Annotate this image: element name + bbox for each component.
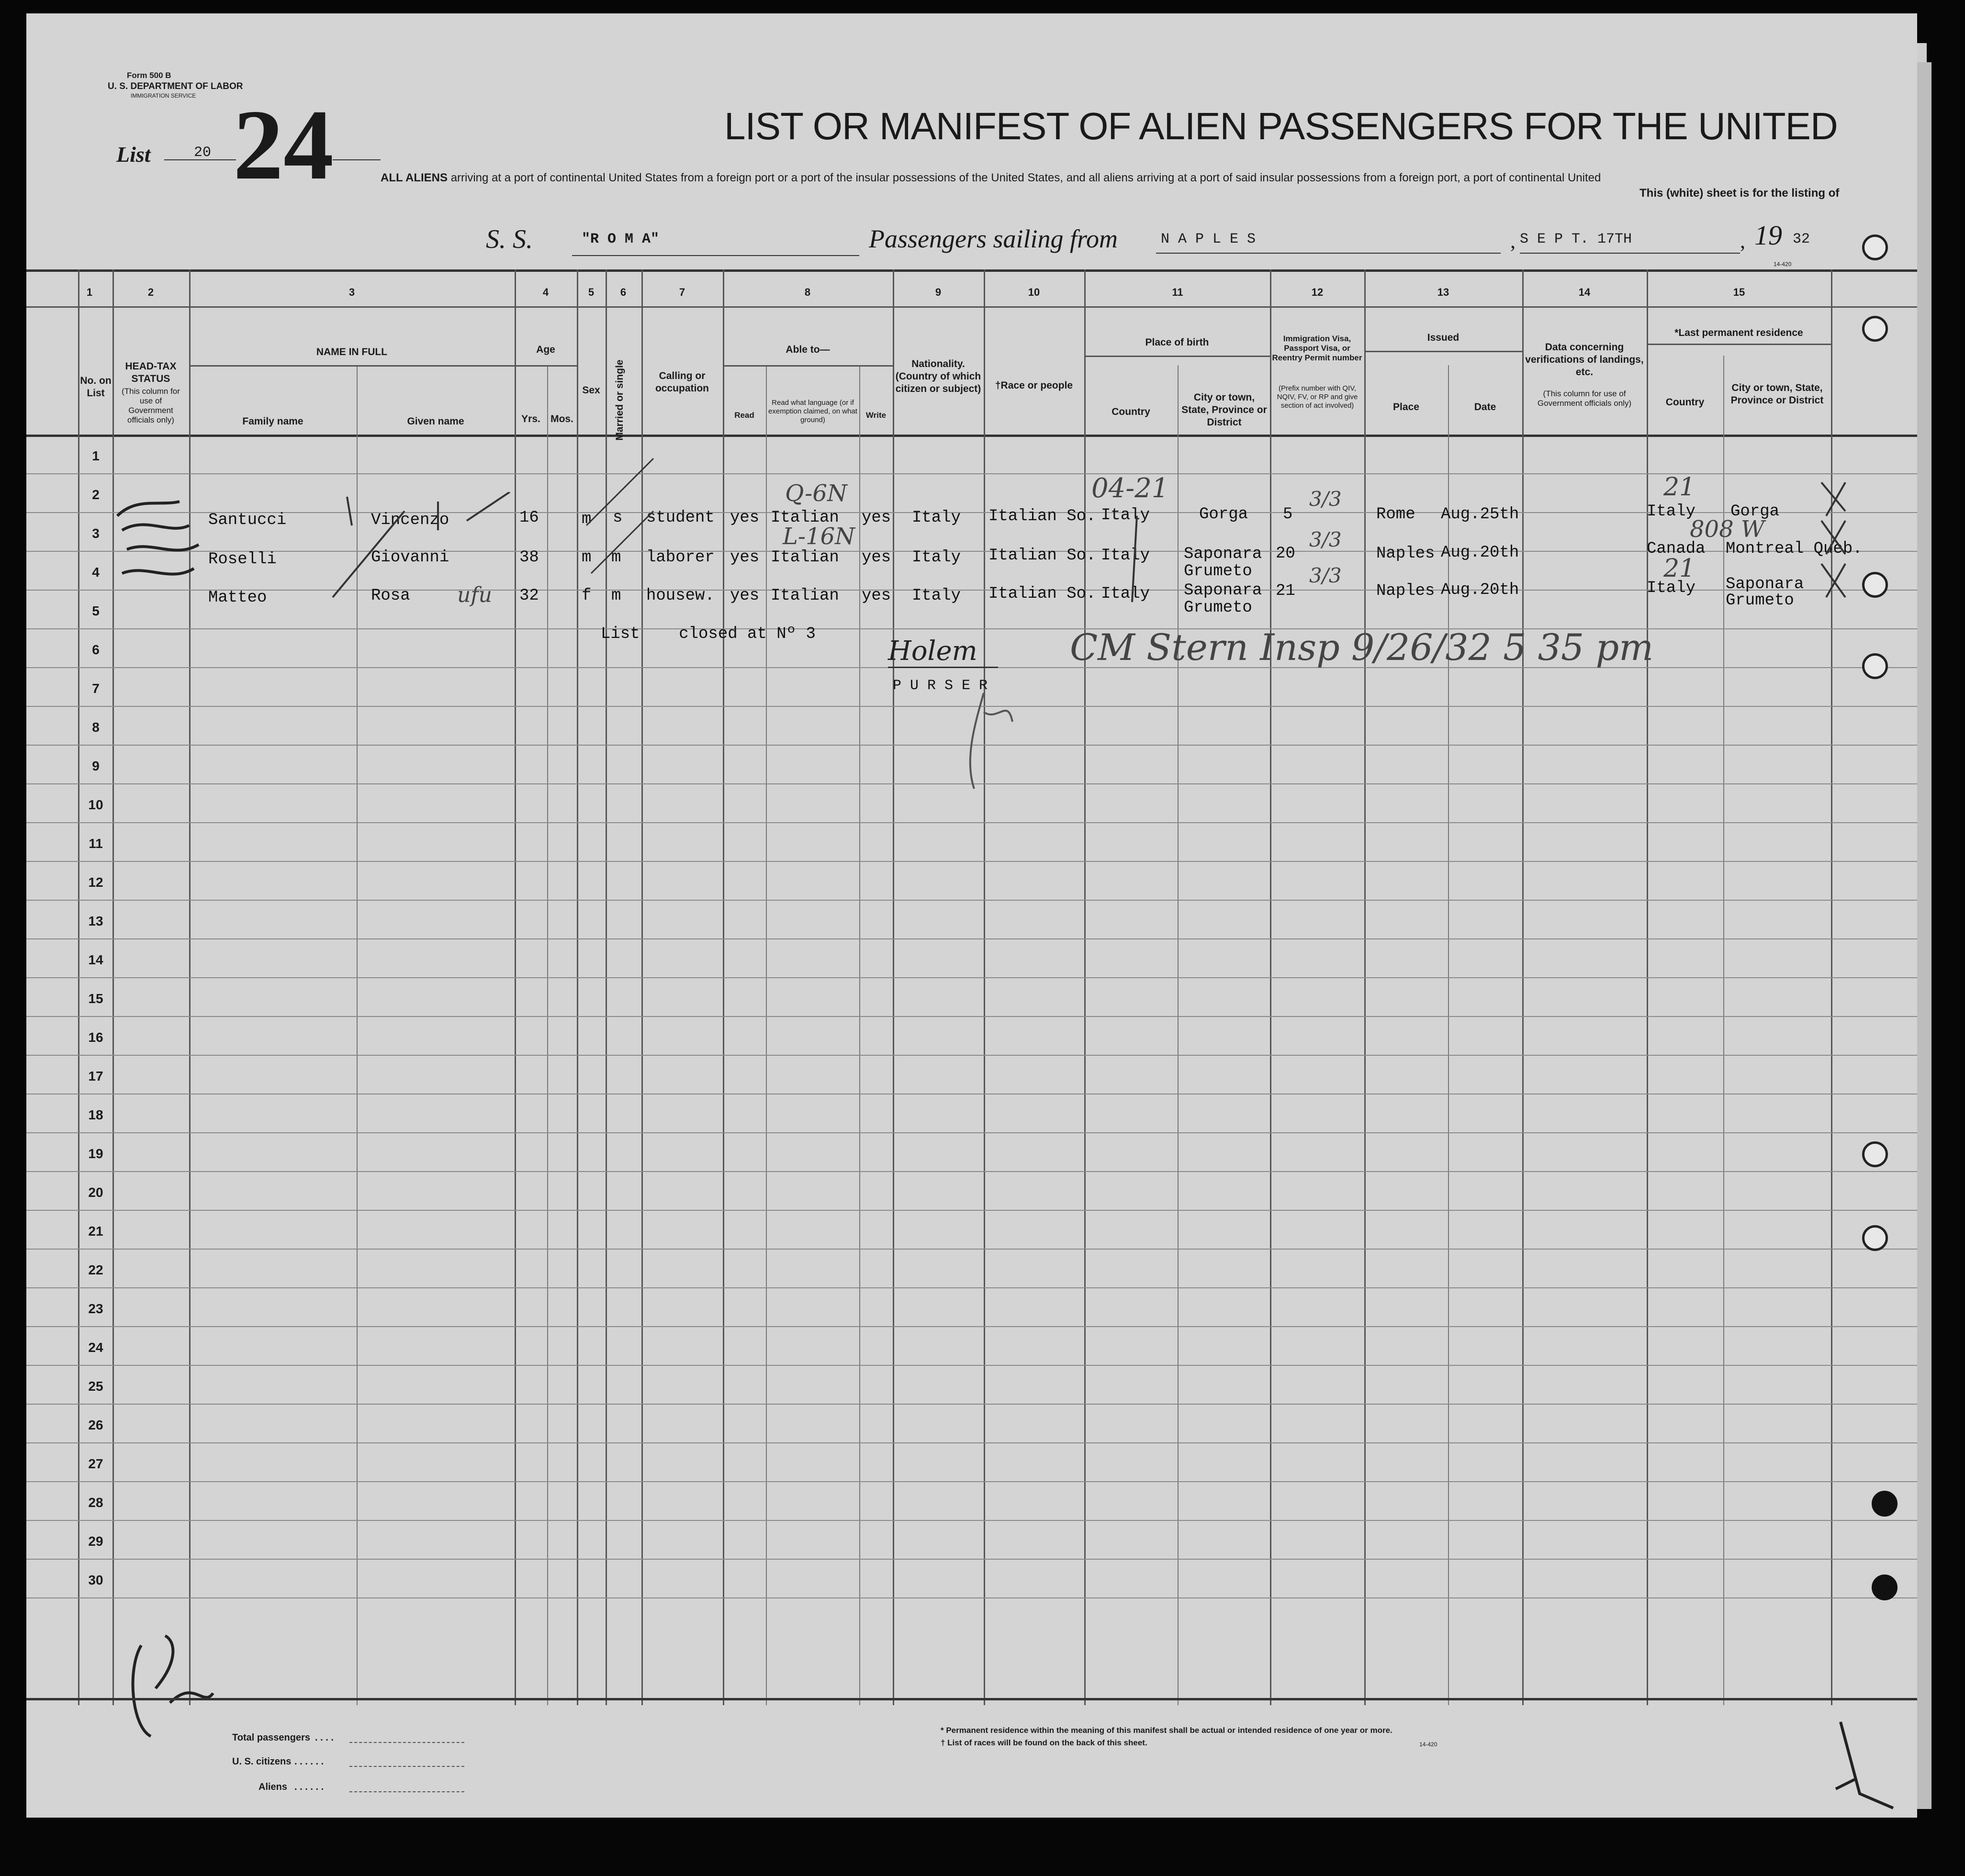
passenger-1-yrs: 16 (519, 509, 539, 527)
passenger-3-sex: f (582, 587, 592, 605)
list-label: List (116, 142, 151, 167)
row-number: 21 (88, 1224, 103, 1239)
passenger-2-visa: 20 (1276, 545, 1295, 563)
list-number: 24 (233, 89, 334, 201)
footer-top-rule (26, 1698, 1917, 1700)
passenger-1-res-city: Gorga (1730, 502, 1780, 521)
passenger-3-res-city: Saponara Grumeto (1726, 575, 1804, 610)
passenger-1-race: Italian So. (988, 507, 1096, 525)
year-prefix: 19 (1754, 220, 1782, 251)
header-landings-note: (This column for use of Government officials only) (1537, 389, 1632, 408)
manifest-subtitle: ALL ALIENS arriving at a port of continental United States from a foreign port or a port of the insular possessions of the United States, and all aliens arriving at a port of said insular possessions from a foreign port, a port of continental United (381, 171, 1601, 184)
row-number: 18 (88, 1107, 103, 1122)
header-last-residence: *Last permanent residence (1674, 327, 1803, 338)
initials-bottom (122, 1631, 227, 1746)
header-pob-city: City or town, State, Province or District (1181, 392, 1267, 428)
punch-hole (1872, 1574, 1898, 1600)
colnum-9: 9 (935, 286, 942, 298)
passenger-1-pob-city: Gorga (1199, 505, 1248, 524)
passenger-3-occupation: housew. (646, 587, 715, 605)
handnote-row3-res: 21 (1663, 554, 1696, 583)
header-top-rule (26, 269, 1917, 272)
handnote-row2-res: 808 W (1690, 516, 1765, 543)
list-closed-note: List closed at Nº 3 (601, 625, 816, 643)
passenger-3-issued-place: Naples (1376, 582, 1435, 600)
header-family-name: Family name (242, 416, 303, 427)
residence-x-marks (1817, 473, 1855, 616)
passenger-3-visa: 21 (1276, 582, 1295, 600)
manifest-subtitle-2: This (white) sheet is for the listing of (1639, 187, 1840, 200)
punch-hole (1862, 234, 1888, 260)
header-res-country: Country (1665, 397, 1705, 408)
passenger-2-race: Italian So. (988, 547, 1096, 565)
passenger-2-occupation: laborer (646, 548, 715, 567)
purser-underline (888, 667, 998, 668)
row-number: 17 (88, 1069, 103, 1083)
handnote-row1-lang: Q-6N (785, 480, 847, 507)
header-mos: Mos. (550, 413, 573, 424)
footer-note-1: * Permanent residence within the meaning of this manifest shall be actual or intended residence of one year or more. (941, 1726, 1392, 1735)
header-sex: Sex (582, 385, 600, 396)
punch-hole (1862, 316, 1888, 342)
punch-hole (1862, 653, 1888, 679)
row-number: 6 (92, 642, 100, 657)
header-issued-date: Date (1474, 402, 1496, 413)
passenger-2-sex: m (582, 548, 592, 567)
passenger-3-res-country: Italy (1647, 579, 1696, 597)
colnum-1: 1 (86, 286, 93, 298)
sailing-label: Passengers sailing from (869, 224, 1118, 253)
row-number: 2 (92, 487, 100, 502)
passenger-3-issued-date: Aug.20th (1441, 581, 1519, 599)
row-number: 9 (92, 759, 100, 773)
footer-total-passengers: Total passengers (232, 1732, 311, 1743)
handnote-row2-visa: 3/3 (1309, 528, 1342, 551)
row-number: 19 (88, 1146, 103, 1161)
row-number: 3 (92, 526, 100, 541)
footer-aliens: Aliens (258, 1782, 288, 1792)
punch-hole (1862, 572, 1888, 598)
passenger-2-issued-date: Aug.20th (1441, 544, 1519, 562)
row-rule (26, 861, 1917, 862)
date-underline (1520, 253, 1740, 254)
header-place-of-birth: Place of birth (1145, 337, 1209, 348)
sailing-date: S E P T. 17TH (1520, 231, 1632, 247)
colnum-8: 8 (804, 286, 811, 298)
department: U. S. DEPARTMENT OF LABOR (108, 81, 243, 91)
header-write: Write (865, 411, 887, 420)
handnote-row3-visa: 3/3 (1309, 564, 1342, 587)
passenger-1-given: Vincenzo (371, 511, 449, 529)
row-rule (26, 1442, 1917, 1443)
handnote-row1-pob: 04-21 (1091, 473, 1169, 504)
punch-hole (1862, 1225, 1888, 1251)
passenger-2-yrs: 38 (519, 548, 539, 567)
passenger-2-res-city: Montreal Queb. (1726, 540, 1863, 558)
row-number: 22 (88, 1262, 103, 1277)
colnum-10: 10 (1028, 286, 1040, 298)
ship-name: "R O M A" (582, 231, 660, 247)
row-rule (26, 822, 1917, 823)
passenger-3-race: Italian So. (988, 585, 1096, 603)
row-rule (26, 1365, 1917, 1366)
colnum-15: 15 (1733, 286, 1745, 298)
passenger-3-read: yes (730, 587, 760, 605)
header-no-on-list: No. on List (80, 375, 112, 399)
passenger-1-family: Santucci (208, 511, 287, 529)
passenger-2-nationality: Italy (912, 548, 961, 567)
row-rule (26, 1249, 1917, 1250)
header-race: †Race or people (995, 380, 1073, 391)
handnote-row2-lang: L-16N (783, 523, 855, 550)
header-issued-place: Place (1393, 402, 1419, 413)
row-rule (26, 473, 1917, 474)
passenger-2-pob-country: Italy (1101, 547, 1150, 565)
bottom-x-mark (1826, 1717, 1903, 1813)
page-edge (1917, 62, 1931, 1809)
header-given-name: Given name (407, 416, 464, 427)
manifest-title: LIST OR MANIFEST OF ALIEN PASSENGERS FOR THE UNITED (724, 105, 1838, 147)
row-number: 29 (88, 1534, 103, 1549)
passenger-3-yrs: 32 (519, 587, 539, 605)
header-pob-country: Country (1112, 406, 1150, 417)
row-rule (26, 938, 1917, 939)
passenger-2-issued-place: Naples (1376, 545, 1435, 563)
header-read-language: Read what language (or if exemption claimed, on what ground) (768, 399, 857, 424)
ship-underline (572, 255, 859, 256)
passenger-2-married: m (611, 548, 621, 567)
header-married: Married or single (614, 359, 625, 441)
check-marks (294, 492, 534, 602)
handnote-row1-visa: 3/3 (1309, 487, 1342, 511)
passenger-2-res-country: Canada (1647, 540, 1706, 558)
footer-note-2: † List of races will be found on the back of this sheet. (941, 1738, 1147, 1747)
passenger-1-sex: m (582, 510, 592, 528)
row-rule (26, 1481, 1917, 1482)
passenger-1-pob-country: Italy (1101, 506, 1150, 525)
passenger-3-language: Italian (771, 587, 839, 605)
row-number: 5 (92, 603, 100, 618)
row-number: 26 (88, 1418, 103, 1432)
header-age: Age (536, 344, 555, 355)
passenger-3-married: m (611, 587, 621, 605)
colnum-4: 4 (542, 286, 549, 298)
row-number: 16 (88, 1030, 103, 1045)
row-number: 15 (88, 991, 103, 1006)
header-read: Read (734, 411, 754, 420)
row-number: 11 (89, 836, 103, 851)
passenger-1-language: Italian (771, 509, 839, 527)
punch-hole (1872, 1491, 1898, 1517)
header-calling: Calling or occupation (655, 370, 709, 394)
service: IMMIGRATION SERVICE (131, 92, 196, 99)
head-tax-stamp-marks (108, 487, 213, 631)
row-number: 20 (88, 1185, 103, 1200)
row-rule (26, 1171, 1917, 1172)
row-rule (26, 900, 1917, 901)
row-number: 28 (88, 1495, 103, 1510)
passenger-2-pob-city: Saponara Grumeto (1184, 545, 1262, 581)
year-suffix: 32 (1793, 231, 1810, 247)
list-prefix: 20 (194, 145, 212, 161)
header-head-tax: HEAD-TAX STATUS (125, 361, 177, 384)
row-rule (26, 1055, 1917, 1056)
row-rule (26, 1326, 1917, 1327)
row-number: 24 (88, 1340, 103, 1355)
passenger-2-given: Giovanni (371, 548, 449, 567)
passenger-1-write: yes (862, 509, 891, 527)
passenger-1-issued-place: Rome (1376, 505, 1415, 524)
passenger-2-read: yes (730, 548, 760, 567)
row-rule (26, 1597, 1917, 1598)
row-number: 14 (88, 952, 103, 967)
row-rule (26, 1132, 1917, 1133)
passenger-3-given: Rosa (371, 587, 410, 605)
passenger-2-write: yes (862, 548, 891, 567)
header-visa: Immigration Visa, Passport Visa, or Reentry Permit number (1272, 334, 1362, 362)
passenger-1-married: s (613, 509, 623, 527)
handnote-row3-name: ufu (457, 583, 492, 607)
passenger-1-res-country: Italy (1647, 502, 1696, 521)
colnum-6: 6 (620, 286, 627, 298)
colnum-13: 13 (1437, 286, 1449, 298)
pob-strike-mark (1118, 511, 1156, 607)
colnum-rule (26, 306, 1917, 308)
colnum-11: 11 (1172, 286, 1183, 298)
passenger-3-pob-city: Saponara Grumeto (1184, 581, 1262, 617)
row-number: 25 (88, 1379, 103, 1394)
header-visa-note: (Prefix number with QIV, NQIV, FV, or RP and give section of act involved) (1277, 384, 1358, 410)
colnum-3: 3 (348, 286, 355, 298)
purser-signature: Holem (888, 636, 977, 667)
passenger-3-write: yes (862, 587, 891, 605)
header-name-in-full: NAME IN FULL (316, 346, 388, 357)
row-number: 13 (88, 914, 103, 928)
passenger-3-family: Matteo (208, 589, 267, 607)
row-rule (26, 1210, 1917, 1211)
age-strike-marks (582, 454, 658, 578)
row-rule (26, 1520, 1917, 1521)
row-number: 10 (88, 797, 103, 812)
row-rule (26, 1559, 1917, 1560)
passenger-3-nationality: Italy (912, 587, 961, 605)
header-landings: Data concerning verifications of landings, etc. (1525, 342, 1644, 378)
row-number: 27 (88, 1456, 103, 1471)
passenger-3-pob-country: Italy (1101, 585, 1150, 603)
passenger-1-nationality: Italy (912, 509, 961, 527)
header-nationality: Nationality. (Country of which citizen or subject) (895, 358, 981, 394)
form-number: Form 500 B (127, 71, 171, 80)
header-head-tax-note: (This column for use of Government officials only) (122, 387, 180, 424)
manifest-sheet: Form 500 B U. S. DEPARTMENT OF LABOR IMMIGRATION SERVICE List 20 24 LIST OR MANIFEST OF ALIEN PASSENGERS FOR THE UNITED ALL ALIENS arriving at a port of continental United States from a foreign port or a port of the insular possessions of the United States, and all aliens arriving at a port of said insular possessions from a foreign port, a port of continental United This (white) sheet is for the listing of S. S. "R O M A" Passengers sailing from N A P L E S , S E P T. 17TH , 19 32 14-420 1 2 3 4 5 6 7 8 9 10 11 12 13 14 15 No. on List HEAD-TAX STATUS (This column for use of Government officials only) NAME IN FULL Family name Given name Age Yrs. Mos. Sex Married or single Calling or occupation Able to— Read Read what language (or if exemption claimed, on what ground) Write Nationality. (Country of which citizen or subject) †Race or people Place of birth Country City or town, State, Province or District Immigration Visa, Passport Visa, or Reentry Permit number (Prefix number with QIV, NQIV, FV, or RP and give section of act involved) Issued Place Date Data concerning verifications of landings, etc. (This column for use of Government officials only) *Last permanent residence Country City or town, State, Province or District 1 2 3 4 5 6 7 8 9 10 11 12 13 14 15 16 17 18 19 20 21 22 23 24 25 26 27 28 29 30 Santucci Vincenzo 16 m s student yes Italian yes Italy Italian So. Italy Gorga 5 Rome Aug.25th Italy Gorga Roselli Giovanni 38 m m laborer yes Italian yes Italy Italian So. Italy Saponara Grumeto 20 Naples Aug.20th Canada Montreal Queb. Matteo Rosa 32 f m housew. yes Italian yes Italy Italian So. Italy Saponara Grumeto 21 Naples Aug.20th Italy Saponara Grumeto List closed at Nº 3 P U R S E R Holem Q-6N L-16N 04-21 3/3 3/3 3/3 21 808 W 21 ufu CM Stern Insp 9/26/32 5 35 pm Total passengers . . . . U. S. citizens . . . . . . Aliens . . . . . . * Permanent residence within the meaning of this manifest shall be actual or intended residence of one year or more. † List of races will be found on the back of this sheet. 14-420 (26, 13, 1917, 1818)
row-rule (26, 1016, 1917, 1017)
passenger-2-family: Roselli (208, 550, 277, 569)
row-number: 4 (92, 565, 100, 580)
code-top: 14-420 (1774, 261, 1792, 268)
row-number: 8 (92, 720, 100, 735)
passenger-1-occupation: student (646, 509, 715, 527)
header-able-to: Able to— (786, 344, 830, 355)
inspector-stamp: CM Stern Insp 9/26/32 5 35 pm (1070, 626, 1654, 669)
row-number: 7 (92, 681, 100, 696)
row-rule (26, 977, 1917, 978)
colnum-12: 12 (1311, 286, 1324, 298)
ss-label: S. S. (486, 224, 533, 254)
colnum-2: 2 (147, 286, 154, 298)
header-yrs: Yrs. (521, 413, 540, 424)
passenger-1-read: yes (730, 509, 760, 527)
punch-hole (1862, 1141, 1888, 1167)
row-rule (26, 1404, 1917, 1405)
port-underline (1156, 253, 1501, 254)
header-issued: Issued (1427, 332, 1460, 343)
row-number: 23 (88, 1301, 103, 1316)
port-of-departure: N A P L E S (1161, 231, 1256, 247)
header-bottom-rule (26, 435, 1917, 437)
passenger-1-issued-date: Aug.25th (1441, 505, 1519, 524)
row-rule (26, 1287, 1917, 1288)
row-number: 1 (92, 448, 100, 463)
colnum-14: 14 (1578, 286, 1591, 298)
footer-code: 14-420 (1419, 1741, 1437, 1748)
row-number: 12 (88, 875, 103, 890)
colnum-5: 5 (588, 286, 595, 298)
header-res-city: City or town, State, Province or District (1730, 382, 1824, 406)
list-underline-2 (333, 159, 381, 160)
footer-us-citizens: U. S. citizens (232, 1756, 292, 1767)
initials-mark (955, 683, 1022, 798)
row-number: 30 (88, 1573, 103, 1587)
handnote-row1-res: 21 (1663, 473, 1696, 502)
purser-label: P U R S E R (893, 678, 988, 694)
passenger-2-language: Italian (771, 548, 839, 567)
colnum-7: 7 (679, 286, 685, 298)
passenger-1-visa: 5 (1283, 505, 1293, 524)
